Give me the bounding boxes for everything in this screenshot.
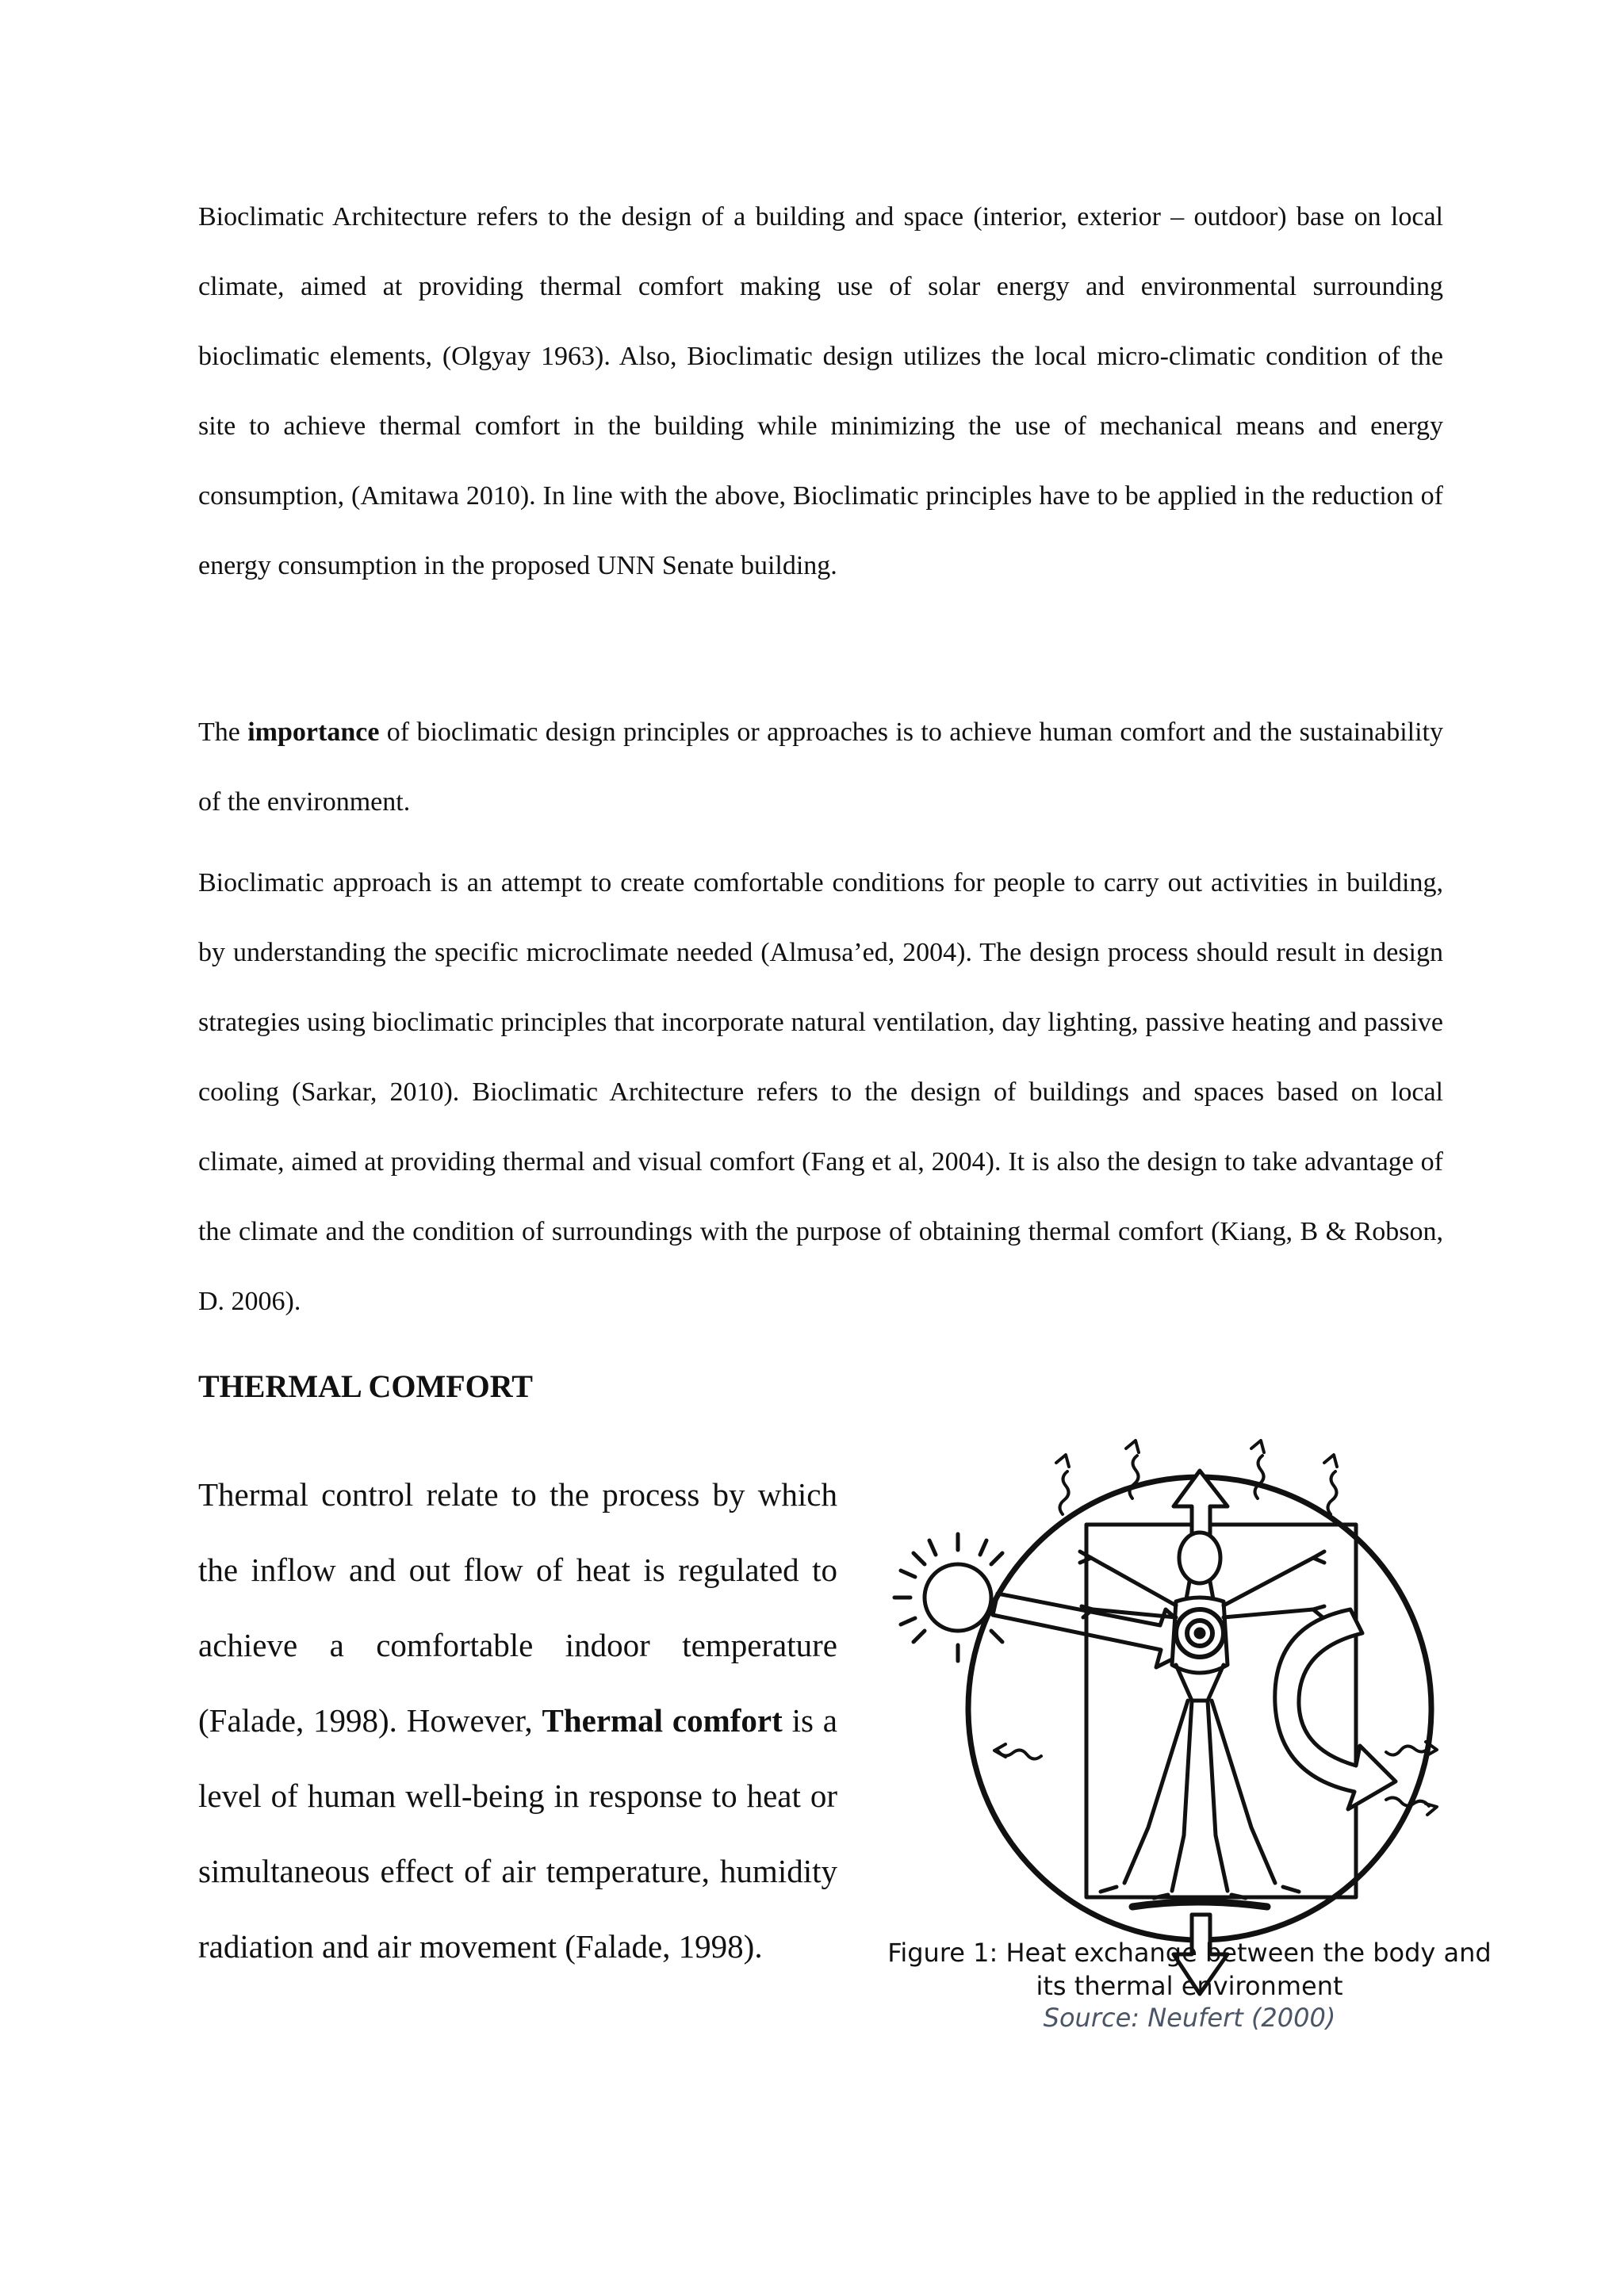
paragraph-importance (198, 698, 1443, 837)
thermal-text-before: Thermal control relate to the process by which the inflow and out flow of heat is regulated to achieve a comfortable indoor temperature (Falade, 1998). However, (198, 1476, 837, 1739)
figure-source: Source: Neufert (2000) (1043, 2003, 1336, 2033)
ground-line (1132, 1902, 1267, 1907)
sun-icon (894, 1534, 1002, 1661)
paragraph-bioclimatic-definition: Bioclimatic Architecture refers to the design of a building and space (interior, exterior – outdoor) base on local climate, aimed at providing thermal comfort making use of solar energy and environmental surrounding bioclimatic elements, (Olgyay 1963). Also, Bioclimatic design utilizes the local micro-climatic condition of the site to achieve thermal comfort in the building while minimizing the use of mechanical means and energy consumption, (Amitawa 2010). In line with the above, Bioclimatic principles have to be applied in the reduction of energy consumption in the proposed UNN Senate building. (198, 202, 1443, 580)
importance-text-before: The (198, 718, 248, 747)
figure-heat-exchange-illustration (879, 1439, 1481, 2010)
curved-arrow-icon (1275, 1609, 1396, 1809)
thermal-text-after: is a level of human well-being in response to heat or simultaneous effect of air temperature, humidity radiation and air movement (Falade, 1998). (198, 1702, 838, 1965)
paragraph-bioclimatic-approach: Bioclimatic approach is an attempt to create comfortable conditions for people to carry out activities in building, by understanding the specific microclimate needed (Almusa’ed, 2004). The design process should result in design strategies using bioclimatic principles that incorporate natural ventilation, day lighting, passive heating and passive cooling (Sarkar, 2010). Bioclimatic Architecture refers to the design of buildings and spaces based on local climate, aimed at providing thermal and visual comfort (Fang et al, 2004). It is also the design to take advantage of the climate and the condition of surroundings with the purpose of obtaining thermal comfort (Kiang, B & Robson, D. 2006). (198, 868, 1443, 1316)
figure-caption: Figure 1: Heat exchange between the body and its thermal environment (887, 1938, 1492, 2001)
thermal-comfort-bold: Thermal comfort (542, 1702, 783, 1739)
importance-bold: importance (247, 718, 380, 747)
body-square (1086, 1525, 1356, 1897)
paragraph-thermal-control (198, 1457, 837, 1984)
importance-text-after: of bioclimatic design principles or approaches is to achieve human comfort and the sustainability of the environment. (198, 718, 1444, 817)
section-heading-thermal-comfort: THERMAL COMFORT (198, 1368, 533, 1404)
